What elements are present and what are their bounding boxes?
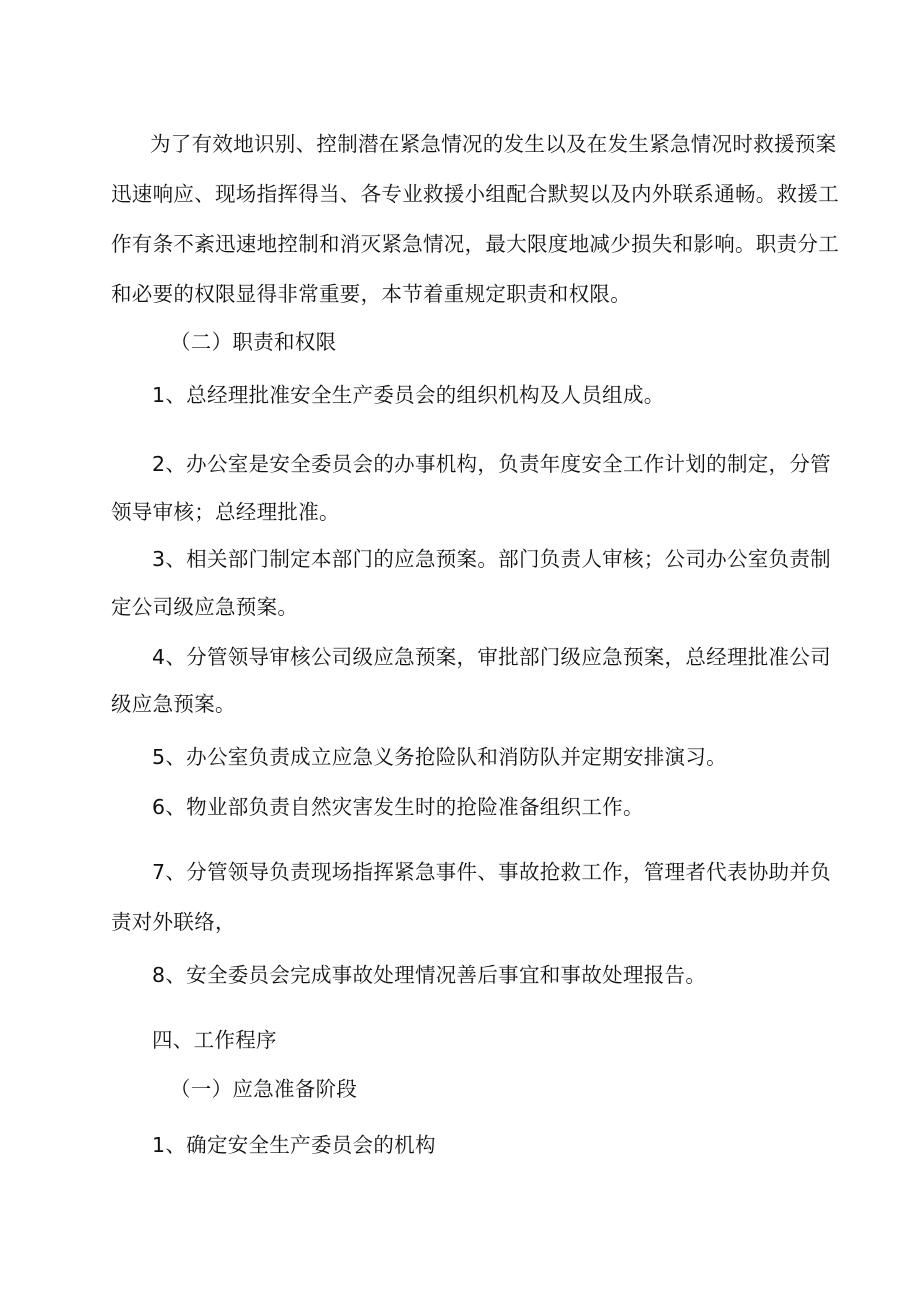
- duty-item-3-line-2: 定公司级应急预案。: [111, 595, 299, 619]
- duty-item-7-line-2: 责对外联络，: [111, 910, 236, 934]
- duty-item-3-line-1: 3、相关部门制定本部门的应急预案。部门负责人审核；公司办公室负责制: [152, 547, 831, 571]
- duty-item-2-line-1: 2、办公室是安全委员会的办事机构，负责年度安全工作计划的制定，分管: [152, 452, 831, 476]
- duty-item-6-line-1: 6、物业部负责自然灾害发生时的抢险准备组织工作。: [152, 795, 644, 819]
- section-heading-procedure: 四、工作程序: [152, 1028, 277, 1052]
- duty-item-7-line-1: 7、分管领导负责现场指挥紧急事件、事故抢救工作，管理者代表协助并负: [152, 860, 831, 884]
- duty-item-2-line-2: 领导审核；总经理批准。: [111, 500, 340, 524]
- intro-line-3: 作有条不紊迅速地控制和消灭紧急情况，最大限度地减少损失和影响。职责分工: [111, 232, 839, 256]
- subheading-emergency-preparation: （一）应急准备阶段: [170, 1077, 358, 1101]
- intro-line-1: 为了有效地识别、控制潜在紧急情况的发生以及在发生紧急情况时救援预案: [150, 132, 837, 156]
- intro-line-2: 迅速响应、现场指挥得当、各专业救援小组配合默契以及内外联系通畅。救援工: [111, 182, 839, 206]
- intro-line-4: 和必要的权限显得非常重要，本节着重规定职责和权限。: [111, 282, 631, 306]
- duty-item-5-line-1: 5、办公室负责成立应急义务抢险队和消防队并定期安排演习。: [152, 745, 727, 769]
- duty-item-4-line-1: 4、分管领导审核公司级应急预案，审批部门级应急预案，总经理批准公司: [152, 645, 831, 669]
- procedure-item-1: 1、确定安全生产委员会的机构: [152, 1133, 436, 1157]
- duty-item-1-line-1: 1、总经理批准安全生产委员会的组织机构及人员组成。: [152, 383, 665, 407]
- duty-item-4-line-2: 级应急预案。: [111, 692, 236, 716]
- section-heading-duties: （二）职责和权限: [170, 330, 337, 354]
- duty-item-8-line-1: 8、安全委员会完成事故处理情况善后事宜和事故处理报告。: [152, 963, 707, 987]
